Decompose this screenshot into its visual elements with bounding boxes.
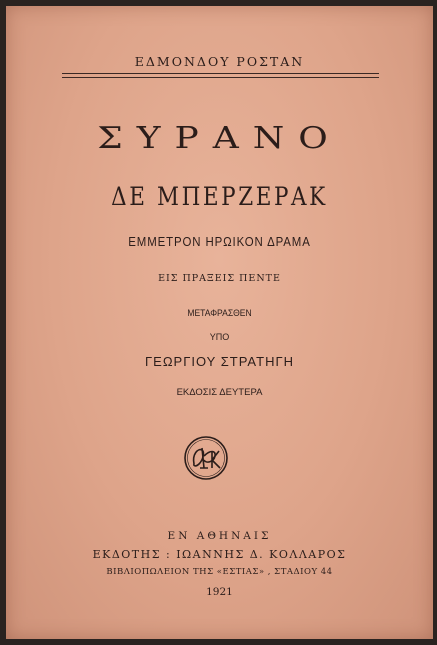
double-rule-bottom — [62, 77, 379, 78]
city-text: ΕΝ ΑΘΗΝΑΙΣ — [167, 530, 272, 542]
double-rule-top — [62, 73, 379, 74]
by-label: ΥΠΟ — [209, 332, 230, 342]
title-line-2: ΔΕ ΜΠΕΡΖΕΡΑΚ — [111, 182, 328, 211]
genre-text: ΕΜΜΕΤΡΟΝ ΗΡΩΙΚΟΝ ΔΡΑΜΑ — [128, 234, 311, 249]
acts-text: ΕΙΣ ΠΡΑΞΕΙΣ ΠΕΝΤΕ — [158, 273, 281, 284]
book-cover — [6, 6, 433, 639]
translated-label: ΜΕΤΑΦΡΑΣΘΕΝ — [187, 308, 252, 319]
author-name: ΕΔΜΟΝΔΟΥ ΡΟΣΤΑΝ — [134, 54, 305, 69]
title-line-1: ΣΥΡΑΝΟ — [97, 121, 342, 156]
publisher-text: ΕΚΔΟΤΗΣ : ΙΩΑΝΝΗΣ Δ. ΚΟΛΛΑΡΟΣ — [92, 548, 347, 561]
translator-name: ΓΕΩΡΓΙΟΥ ΣΤΡΑΤΗΓΗ — [145, 354, 294, 369]
edition-text: ΕΚΔΟΣΙΣ ΔΕΥΤΕΡΑ — [176, 387, 263, 398]
publisher-monogram-logo — [182, 434, 230, 482]
address-text: ΒΙΒΛΙΟΠΩΛΕΙΟΝ ΤΗΣ «ΕΣΤΙΑΣ» , ΣΤΑΔΙΟΥ 44 — [106, 567, 333, 577]
publication-year: 1921 — [206, 586, 233, 598]
